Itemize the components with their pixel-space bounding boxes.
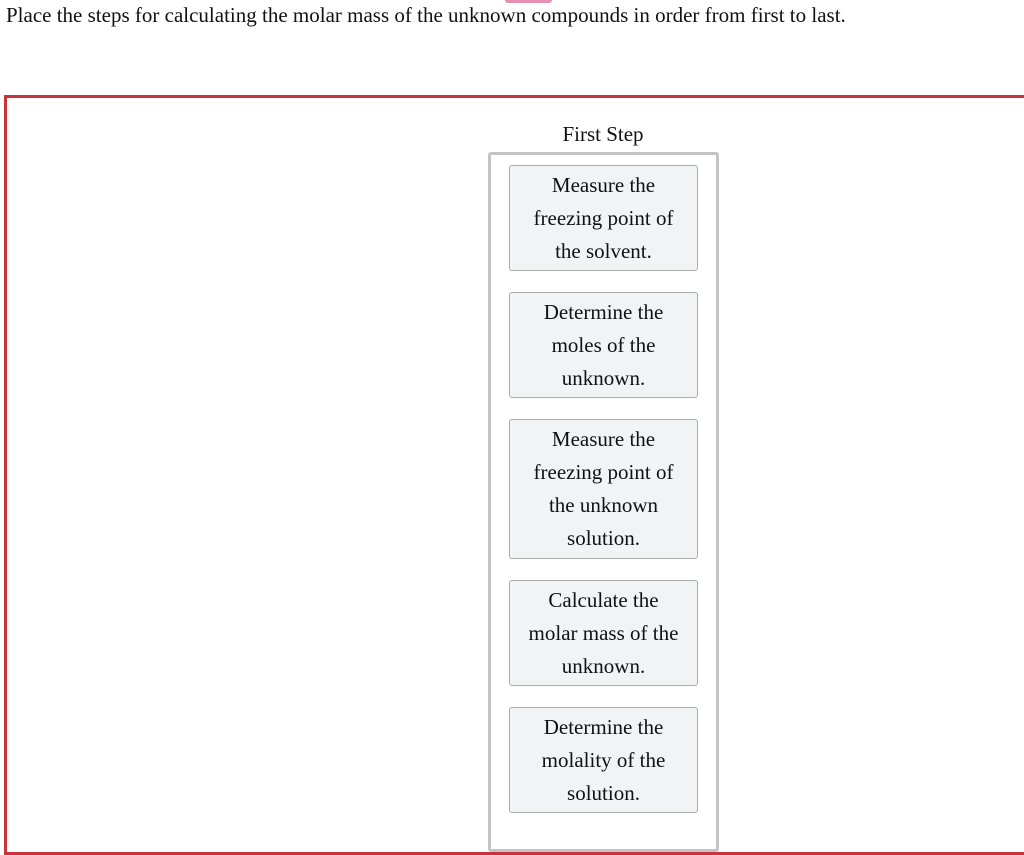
column-title: First Step <box>562 122 644 146</box>
question-instruction: Place the steps for calculating the molar mass of the unknown compounds in order from first to last. <box>6 3 846 27</box>
step-card[interactable]: Calculate the molar mass of the unknown. <box>509 580 698 686</box>
step-card[interactable]: Measure the freezing point of the unknown solution. <box>509 419 698 559</box>
step-card[interactable]: Determine the moles of the unknown. <box>509 292 698 398</box>
step-card[interactable]: Measure the freezing point of the solvent. <box>509 165 698 271</box>
step-card[interactable]: Determine the molality of the solution. <box>509 707 698 813</box>
